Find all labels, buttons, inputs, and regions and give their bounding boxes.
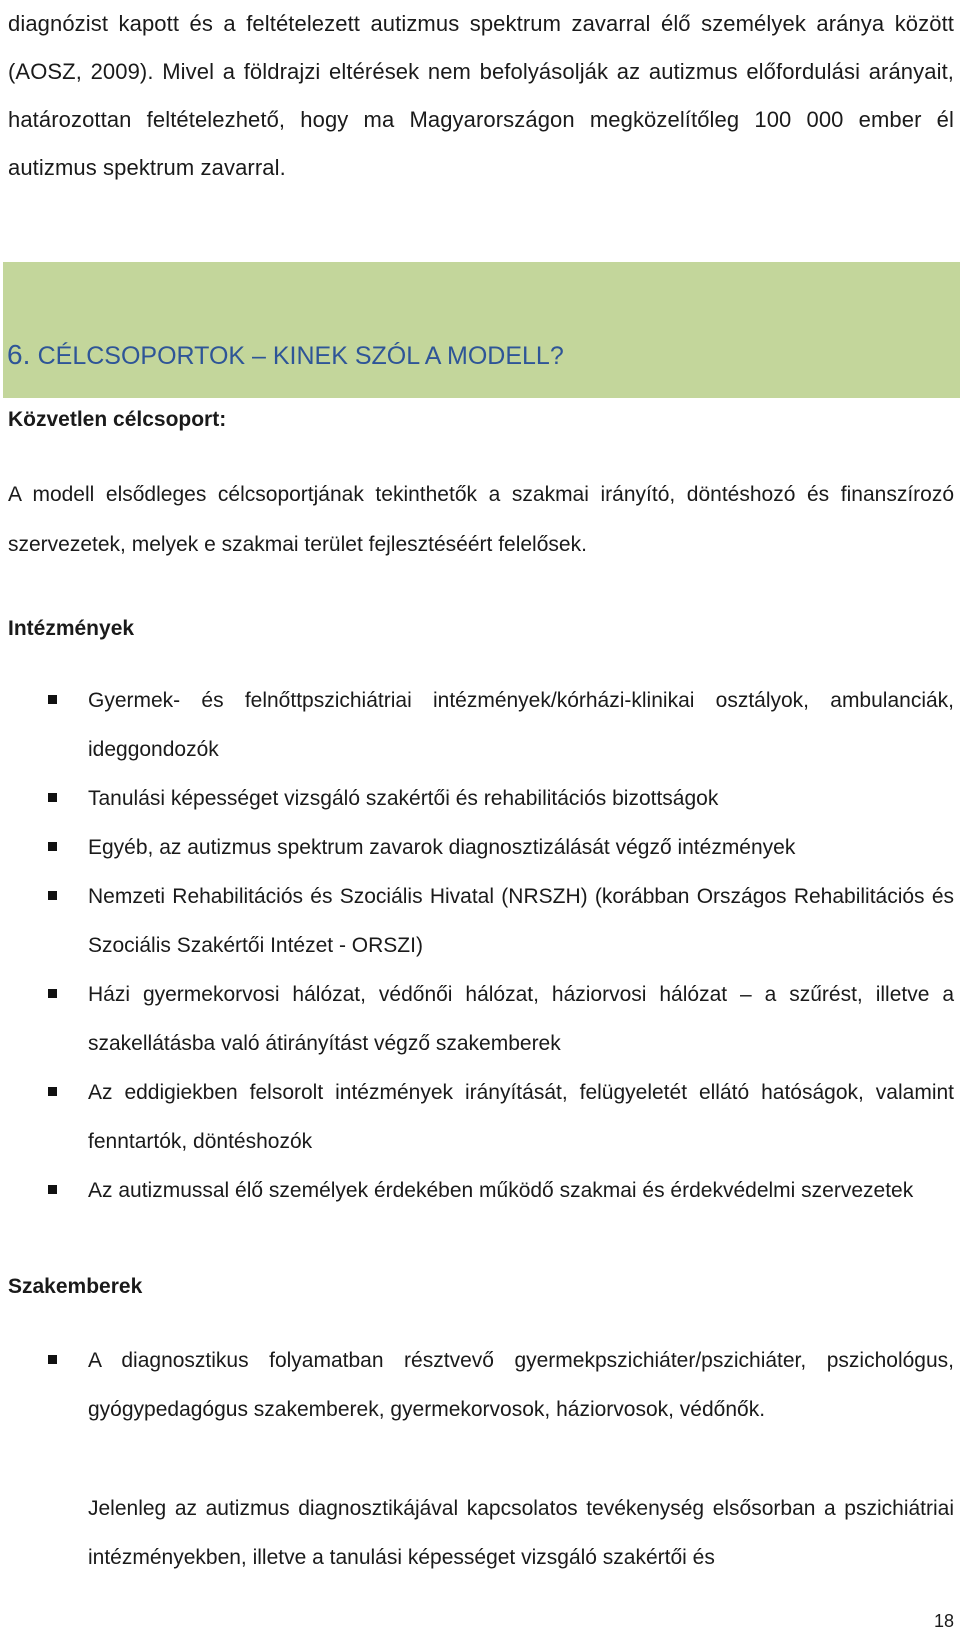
- list-item: [0, 676, 954, 774]
- professionals-continuation-paragraph: Jelenleg az autizmus diagnosztikájával kapcsolatos tevékenység elsősorban a pszichiátriai intézményekben, illetve a tanulási képességet vizsgáló szakértői és: [88, 1497, 954, 1569]
- list-item: [0, 774, 954, 823]
- professionals-list: [0, 1336, 954, 1434]
- list-item-text: Tanulási képességet vizsgáló szakértői és rehabilitációs bizottságok: [88, 787, 719, 810]
- list-item-text: Az autizmussal élő személyek érdekében működő szakmai és érdekvédelmi szervezetek: [88, 1179, 914, 1202]
- list-item-text: Nemzeti Rehabilitációs és Szociális Hivatal (NRSZH) (korábban Országos Rehabilitációs és Szociális Szakértői Intézet - ORSZI): [88, 885, 954, 957]
- chapter-number: 6.: [7, 339, 31, 370]
- intro-paragraph: diagnózist kapott és a feltételezett autizmus spektrum zavarral élő személyek aránya között (AOSZ, 2009). Mivel a földrajzi eltérések nem befolyásolják az autizmus előfordulási arányait, határozottan feltételezhető, hogy ma Magyarországon megközelítőleg 100 000 ember él autizmus spektrum zavarral.: [8, 11, 954, 180]
- page-number: 18: [933, 1611, 954, 1631]
- list-item-text: Gyermek- és felnőttpszichiátriai intézmények/kórházi-klinikai osztályok, ambulanciák, ideggondozók: [88, 689, 954, 761]
- institutions-list: [0, 676, 954, 1215]
- direct-target-block: [8, 470, 954, 570]
- list-item-text: Házi gyermekorvosi hálózat, védőnői hálózat, háziorvosi hálózat – a szűrést, illetve a szakellátásba való átirányítást végző szakemberek: [88, 983, 954, 1055]
- square-bullet-icon: [48, 989, 57, 998]
- institutions-heading: Intézmények: [8, 617, 135, 640]
- chapter-title-text: CÉLCSOPORTOK – KINEK SZÓL A MODELL?: [37, 342, 564, 370]
- list-item-text: A diagnosztikus folyamatban résztvevő gyermekpszichiáter/pszichiáter, pszichológus, gyógypedagógus szakemberek, gyermekorvosok, háziorvosok, védőnők.: [88, 1349, 954, 1421]
- list-item-text: Egyéb, az autizmus spektrum zavarok diagnosztizálását végző intézmények: [88, 836, 796, 859]
- square-bullet-icon: [48, 842, 57, 851]
- list-item: [0, 1336, 954, 1434]
- square-bullet-icon: [48, 695, 57, 704]
- square-bullet-icon: [48, 1087, 57, 1096]
- direct-target-heading-block: [8, 405, 954, 435]
- list-item-text: Az eddigiekben felsorolt intézmények irányítását, felügyeletét ellátó hatóságok, valamint fenntartók, döntéshozók: [88, 1081, 954, 1153]
- square-bullet-icon: [48, 1185, 57, 1194]
- professionals-heading-block: [8, 1272, 954, 1302]
- list-item: [0, 970, 954, 1068]
- direct-target-heading: Közvetlen célcsoport:: [8, 408, 227, 431]
- square-bullet-icon: [48, 891, 57, 900]
- square-bullet-icon: [48, 1355, 57, 1364]
- square-bullet-icon: [48, 793, 57, 802]
- chapter-heading: [7, 325, 564, 386]
- institutions-heading-block: [8, 614, 954, 644]
- direct-target-paragraph: A modell elsődleges célcsoportjának tekinthetők a szakmai irányító, döntéshozó és finanszírozó szervezetek, melyek e szakmai terület fejlesztéséért felelősek.: [8, 483, 954, 556]
- list-item: [0, 1068, 954, 1166]
- list-item: [0, 823, 954, 872]
- list-item: [0, 872, 954, 970]
- professionals-heading: Szakemberek: [8, 1275, 143, 1298]
- list-item: [0, 1166, 954, 1215]
